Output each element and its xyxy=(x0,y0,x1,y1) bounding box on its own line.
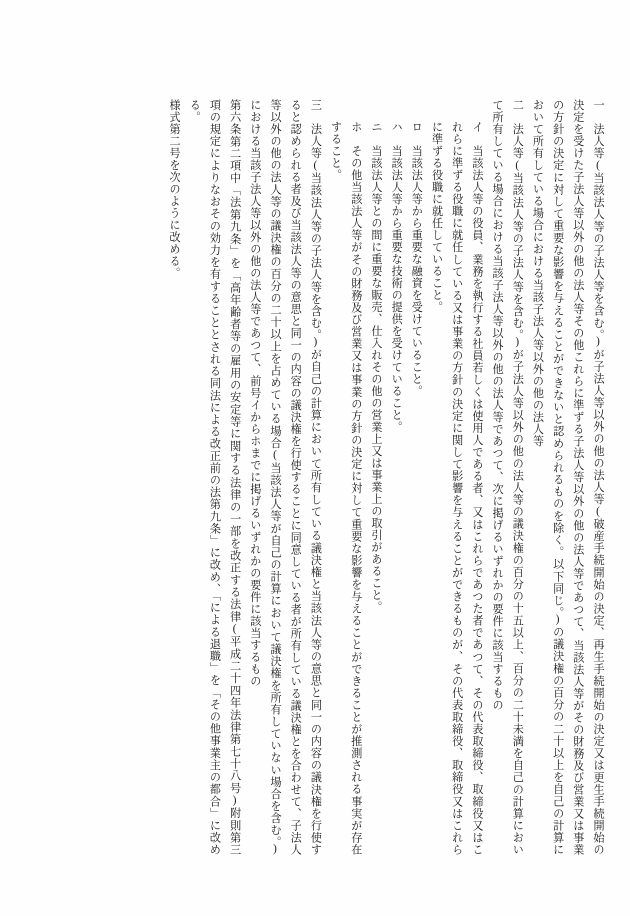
marker-spacer xyxy=(350,133,362,145)
block-text: 当該法人等から重要な融資を受けていること。 xyxy=(410,145,423,398)
vertical-text-body xyxy=(36,88,608,856)
block-marker: ロ xyxy=(410,121,423,134)
block-text: 当該法人等の役員、業務を執行する社員若しくは使用人である者、又はこれらであつた者であつて、その代表取締役、取締役又はこれらに準ずる役職に就任している又は事業の方針の決定に関して影響を与えることができるものが、その代表取締役、取締役又はこれらに準ずる役職に就任していること。 xyxy=(430,121,483,857)
block-marker: イ xyxy=(470,121,483,134)
block-marker: 一 xyxy=(592,99,604,112)
marker-spacer xyxy=(390,133,402,145)
text-block-item-2-d xyxy=(366,88,386,856)
block-marker: ホ xyxy=(349,121,362,134)
block-text: 法人等(当該法人等の子法人等を含む。)が自己の計算において所有している議決権と当該法人等の意思と同一の内容の議決権を行使すると認められる者及び当該法人等の意思と同一の内容の議決権を行使することに同意している者が所有している議決権とを合わせて、子法人等以外の他の法人等の議決権の百分の二十以上を占めている場合(当該法人等が自己の計算において議決権を所有していない場合を含む。)における当該子法人等以外の他の法人等であつて、前号イからホまでに掲げるいずれかの要件に該当するもの xyxy=(248,99,322,857)
block-text: 様式第二号を次のように改める。 xyxy=(168,99,181,280)
marker-spacer xyxy=(309,111,321,123)
text-block-item-2-a xyxy=(426,88,487,856)
marker-spacer xyxy=(370,133,382,145)
text-block-item-1 xyxy=(527,88,608,856)
block-marker: 二 xyxy=(511,99,524,112)
marker-spacer xyxy=(471,133,483,145)
text-block-item-2-e xyxy=(325,88,365,856)
marker-spacer xyxy=(592,111,604,123)
text-block-item-2-c xyxy=(386,88,406,856)
text-block-item-2 xyxy=(487,88,527,856)
block-text: 法人等(当該法人等の子法人等を含む。)が子法人等以外の他の法人等(破産手続開始の決定、再生手続開始の決定又は更生手続開始の決定を受けた子法人等以外の他の法人等その他これらに準ずる子法人等以外の他の法人等であつて、当該法人等がその財務及び営業又は事業の方針の決定に対して重要な影響を与えることができないと認められるものを除く。以下同じ。)の議決権の百分の二十以上を自己の計算において所有している場合における当該子法人等以外の他の法人等 xyxy=(531,99,604,856)
block-marker: 三 xyxy=(309,99,322,112)
block-text: 当該法人等との間に重要な販売、仕入れその他の営業上又は事業上の取引があること。 xyxy=(369,145,382,614)
block-marker: ハ xyxy=(390,121,403,134)
text-block-item-2-b xyxy=(406,88,426,856)
text-block-article-6 xyxy=(184,88,245,856)
block-text: 当該法人等から重要な技術の提供を受けていること。 xyxy=(390,145,403,434)
marker-spacer xyxy=(410,133,422,145)
block-marker: ニ xyxy=(369,121,382,134)
block-text: その他当該法人等がその財務及び営業又は事業の方針の決定に対して重要な影響を与えることができることが推測される事実が存在すること。 xyxy=(329,121,362,857)
text-block-item-3 xyxy=(245,88,326,856)
text-block-form-2 xyxy=(164,88,184,856)
block-text: 第六条第二項中「法第九条」を「高年齢者等の雇用の安定等に関する法律の一部を改正する法律(平成二十四年法律第七十八号)附則第三項の規定によりなおその効力を有することとされる同法による改正前の法第九条」に改め、「による退職」を「その他事業主の都合」に改める。 xyxy=(188,99,241,856)
block-text: 法人等(当該法人等の子法人等を含む。)が子法人等以外の他の法人等の議決権の百分の十五以上、百分の二十未満を自己の計算において所有している場合における当該子法人等以外の他の法人等であつて、次に掲げるいずれかの要件に該当するもの xyxy=(491,99,524,857)
marker-spacer xyxy=(511,111,523,123)
